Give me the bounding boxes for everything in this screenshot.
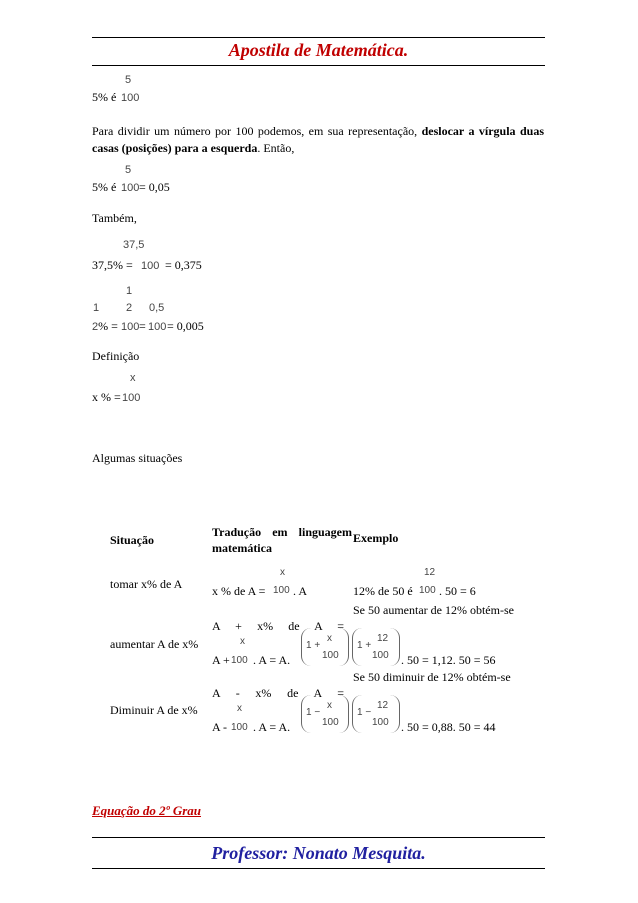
row2-exemplo-result: . 50 = 1,12. 50 = 56 [401, 653, 496, 667]
paren-one-minus: 1 − [306, 707, 321, 718]
frac-numerator: x [237, 703, 242, 714]
row3-situacao: Diminuir A de x% [110, 703, 198, 717]
frac-numerator: x [327, 633, 332, 644]
line4-mid: % = [98, 319, 118, 333]
line5-prefix: x % = [92, 390, 121, 404]
footer-top-rule [92, 837, 545, 838]
footer-bottom-rule [92, 868, 545, 869]
paragraph-dividir [92, 123, 544, 157]
frac-numerator: x [240, 636, 245, 647]
row1-traducao: x % de A = [212, 584, 266, 598]
frac-numerator: 5 [125, 164, 132, 176]
frac-denominator: 100 [122, 392, 141, 404]
line4-result: = 0,005 [167, 319, 204, 333]
line2-result: = 0,05 [139, 180, 170, 194]
frac-denominator: 100 [141, 260, 160, 272]
line3-result: = 0,375 [165, 258, 202, 272]
frac-a-den: 2 [92, 321, 99, 333]
frac-numerator: 0,5 [149, 302, 165, 314]
table-header-situacao: Situação [110, 533, 155, 547]
row1-situacao: tomar x% de A [110, 577, 183, 591]
table-header-exemplo: Exemplo [353, 531, 399, 545]
row2-traducao-line2: A + [212, 653, 230, 667]
row1-traducao-tail: . A [293, 584, 308, 598]
line2-prefix: 5% é [92, 180, 117, 194]
row2-situacao: aumentar A de x% [110, 637, 199, 651]
row2-exemplo-intro: Se 50 aumentar de 12% obtém-se [353, 603, 514, 617]
frac-denominator: 100 [273, 585, 290, 596]
frac-denominator: 100 [121, 321, 140, 333]
footer-chapter-link[interactable]: Equação do 2º Grau [92, 803, 201, 818]
frac-numerator: 12 [377, 700, 389, 711]
row3-traducao-line2: A - [212, 720, 227, 734]
frac-denominator: 100 [231, 655, 248, 666]
frac-denominator: 100 [121, 92, 140, 104]
row3-traducao-line1: A - x% de A = [212, 686, 344, 700]
row2-traducao-tail: . A = A. [253, 653, 291, 667]
paren-one-minus: 1 − [357, 707, 372, 718]
frac-denominator: 100 [372, 717, 389, 728]
frac-denominator: 100 [121, 182, 140, 194]
frac-numerator: 1 [126, 285, 133, 297]
frac-denominator [92, 319, 118, 334]
page-header-title: Apostila de Matemática. [228, 40, 409, 60]
row1-exemplo-result: . 50 = 6 [439, 584, 476, 598]
paren-one-plus: 1 + [357, 640, 372, 651]
frac-numerator: 1 [93, 302, 100, 314]
line4-eq: = [139, 319, 146, 333]
frac-denominator: 100 [419, 585, 436, 596]
paragraph-text: Para dividir um número por 100 podemos, em sua representação, [92, 124, 422, 138]
frac-numerator: x [280, 567, 285, 578]
paren-one-plus: 1 + [306, 640, 321, 651]
row2-traducao-line1: A + x% de A = [212, 619, 344, 633]
paragraph-bold: deslocar a vírgula duas casas (posições) para a esquerda [92, 124, 545, 155]
frac-numerator: x [130, 372, 136, 384]
header-bottom-rule [92, 65, 545, 66]
frac-numerator: 37,5 [123, 239, 145, 251]
header-top-rule [92, 37, 545, 38]
row1-exemplo: 12% de 50 é [353, 584, 413, 598]
frac-numerator: 12 [424, 567, 436, 578]
footer-professor: Professor: Nonato Mesquita. [211, 843, 426, 863]
frac-numerator: 5 [125, 74, 132, 86]
table-header-traducao: Tradução em linguagem matemática [212, 525, 352, 555]
frac-numerator: x [327, 700, 332, 711]
row3-traducao-tail: . A = A. [253, 720, 291, 734]
tambem-text: Também, [92, 211, 137, 225]
situacoes-heading: Algumas situações [92, 451, 183, 465]
paragraph-end: . Então, [257, 141, 295, 155]
frac-inner-denominator: 2 [126, 302, 133, 314]
frac-denominator: 100 [322, 650, 339, 661]
frac-numerator: 12 [377, 633, 389, 644]
frac-denominator: 100 [372, 650, 389, 661]
frac-denominator: 100 [148, 321, 167, 333]
line1-prefix: 5% é [92, 90, 117, 104]
row3-exemplo-result: . 50 = 0,88. 50 = 44 [401, 720, 496, 734]
frac-denominator: 100 [231, 722, 248, 733]
line3-prefix: 37,5% = [92, 258, 133, 272]
row3-exemplo-intro: Se 50 diminuir de 12% obtém-se [353, 670, 511, 684]
definicao-text: Definição [92, 349, 140, 363]
frac-denominator: 100 [322, 717, 339, 728]
